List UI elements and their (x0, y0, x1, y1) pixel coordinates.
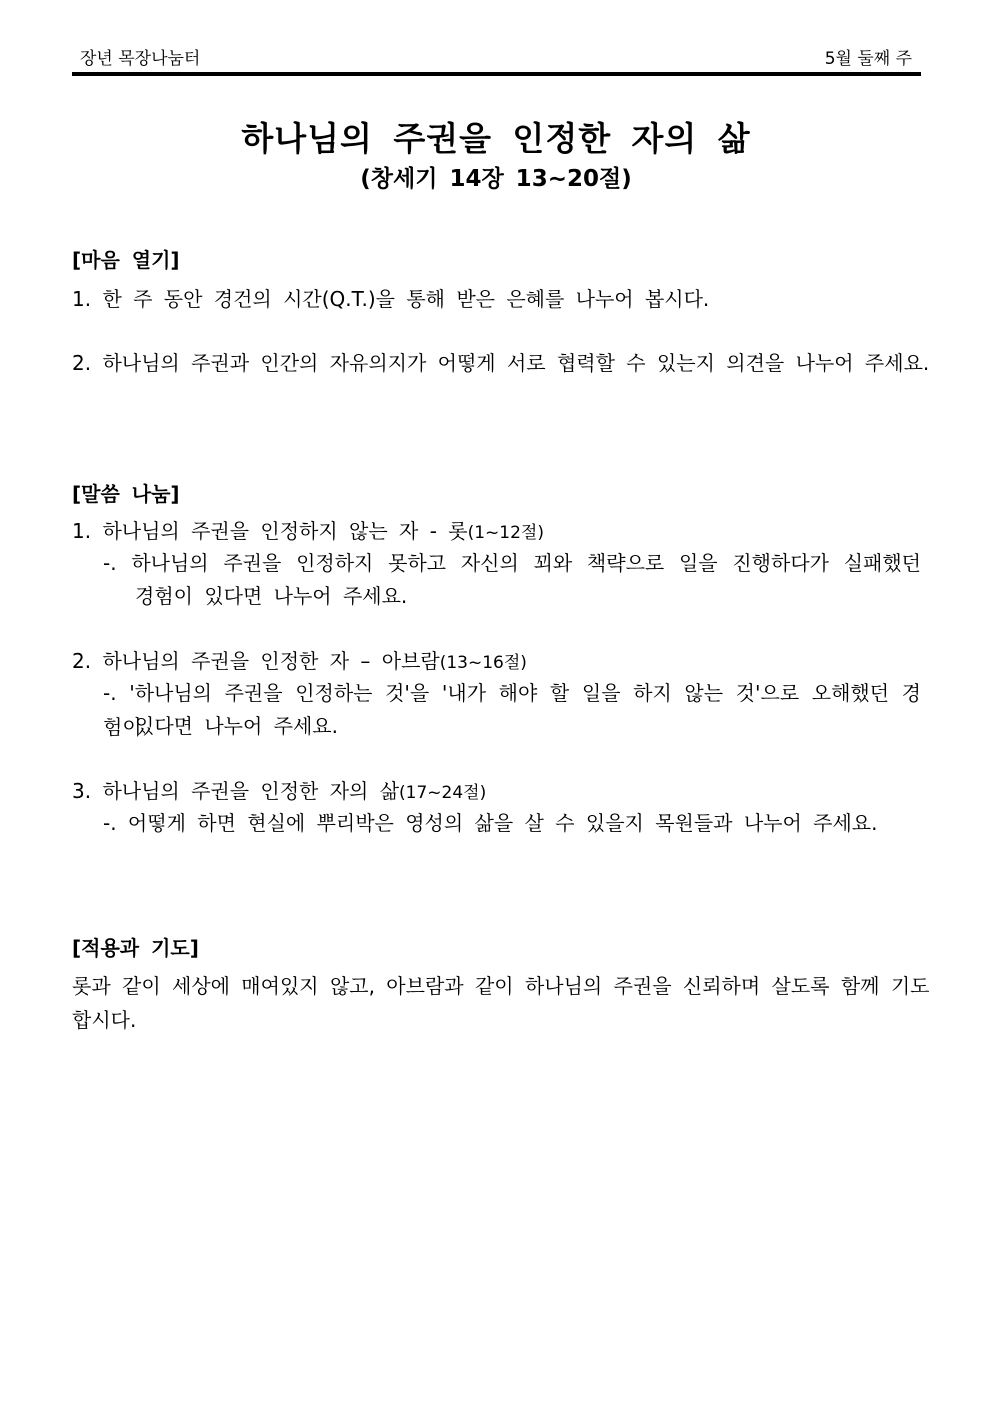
sharing-item-3-ref: (17~24절) (399, 783, 487, 803)
header-group-name: 장년 목장나눔터 (80, 49, 201, 69)
sharing-item-1-title-text: 1. 하나님의 주권을 인정하지 않는 자 - 롯 (72, 519, 468, 543)
opening-question-2: 2. 하나님의 주권과 인간의 자유의지가 어떻게 서로 협력할 수 있는지 의견을 나누어 주세요. (72, 351, 930, 375)
sharing-item-1-ref: (1~12절) (467, 523, 544, 543)
sharing-item-2-title (72, 644, 922, 680)
sharing-item-2-title-text: 2. 하나님의 주권을 인정한 자 – 아브람 (72, 649, 440, 673)
sharing-item-1-question: -. 하나님의 주권을 인정하지 못하고 자신의 꾀와 책략으로 일을 진행하다가 실패했던 (103, 551, 921, 575)
scripture-reference: (창세기 14장 13~20절) (360, 166, 632, 192)
page-header (72, 44, 920, 68)
section-heading-opening: [마음 열기] (72, 248, 180, 272)
sharing-item-3-question: -. 어떻게 하면 현실에 뿌리박은 영성의 삶을 살 수 있을지 목원들과 나누어 주세요. (103, 811, 878, 835)
application-text-cont: 합시다. (72, 1008, 137, 1032)
application-text: 롯과 같이 세상에 매여있지 않고, 아브람과 같이 하나님의 주권을 신뢰하며 살도록 함께 기도 (72, 974, 930, 998)
section-heading-application: [적용과 기도] (72, 936, 199, 960)
sharing-item-3-title-text: 3. 하나님의 주권을 인정한 자의 삶 (72, 779, 400, 803)
sharing-item-1-question-cont: 경험이 있다면 나누어 주세요. (135, 584, 408, 608)
sharing-item-2-question-cont: 있다면 나누어 주세요. (135, 714, 338, 738)
sharing-item-2-question: -. '하나님의 주권을 인정하는 것'을 '내가 해야 할 일을 하지 않는 것'으로 오해했던 경험이 (103, 681, 921, 739)
sharing-item-3-title (72, 774, 922, 810)
opening-question-1: 1. 한 주 동안 경건의 시간(Q.T.)을 통해 받은 은혜를 나누어 봅시다. (72, 287, 710, 311)
page-title: 하나님의 주권을 인정한 자의 삶 (241, 119, 751, 158)
sharing-item-2-ref: (13~16절) (439, 653, 527, 673)
sharing-item-1-title (72, 514, 922, 550)
section-heading-sharing: [말씀 나눔] (72, 482, 180, 506)
header-divider (72, 72, 921, 76)
header-week: 5월 둘째 주 (824, 49, 912, 69)
